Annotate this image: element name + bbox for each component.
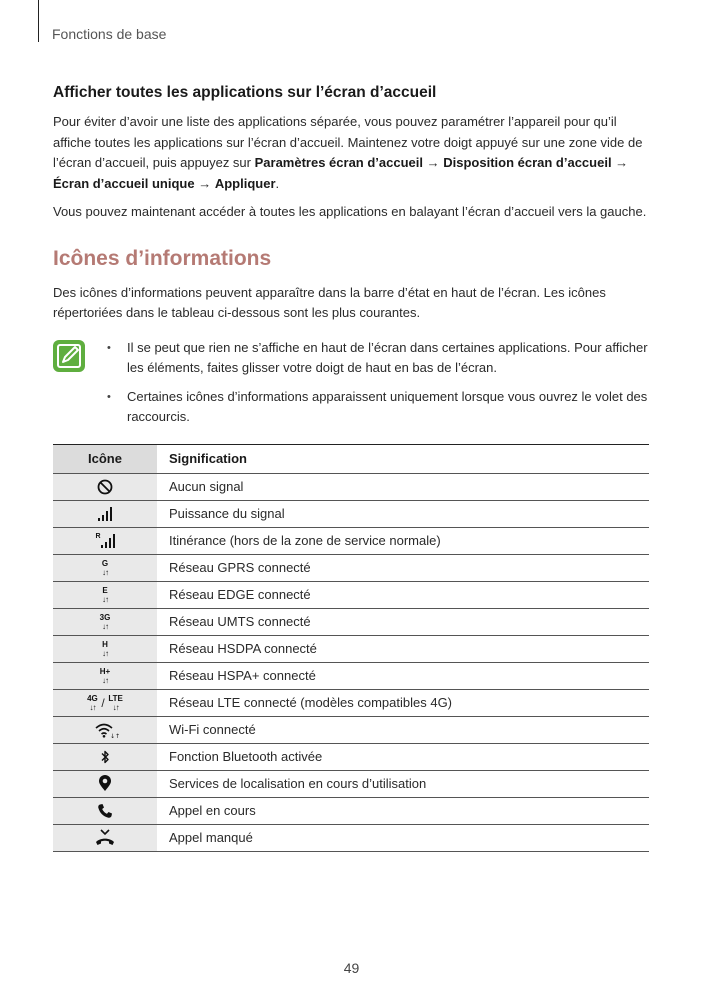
arrow-separator: → bbox=[194, 175, 215, 191]
table-cell-meaning: Réseau GPRS connecté bbox=[157, 554, 649, 581]
table-row bbox=[53, 635, 649, 662]
page-content bbox=[53, 84, 649, 852]
table-row bbox=[53, 797, 649, 824]
table-row bbox=[53, 500, 649, 527]
table-cell-meaning: Fonction Bluetooth activée bbox=[157, 743, 649, 770]
bluetooth-icon bbox=[99, 749, 111, 765]
header-section-label: Fonctions de base bbox=[52, 26, 167, 42]
note-pencil-icon bbox=[53, 340, 85, 372]
table-header-icon: Icône bbox=[53, 444, 157, 473]
signal-strength-icon bbox=[97, 506, 113, 522]
wifi-icon bbox=[94, 722, 121, 740]
header-side-rule bbox=[38, 0, 39, 42]
table-row bbox=[53, 527, 649, 554]
note-list bbox=[105, 338, 649, 436]
location-icon bbox=[98, 775, 112, 792]
table-cell-meaning: Aucun signal bbox=[157, 473, 649, 500]
table-cell-meaning: Réseau LTE connecté (modèles compatibles 4G) bbox=[157, 689, 649, 716]
text-run: . bbox=[275, 175, 280, 191]
menu-path-item: Appliquer bbox=[214, 175, 276, 191]
table-row bbox=[53, 581, 649, 608]
table-cell-meaning: Appel manqué bbox=[157, 824, 649, 851]
umts-icon: 3G ↓↑ bbox=[99, 612, 111, 631]
gprs-icon: G ↓↑ bbox=[101, 558, 109, 577]
paragraph-all-apps-home bbox=[53, 112, 649, 194]
status-icons-table bbox=[53, 444, 649, 852]
table-row bbox=[53, 743, 649, 770]
menu-path-item: Écran d’accueil unique bbox=[53, 175, 195, 191]
arrow-separator: → bbox=[423, 155, 444, 170]
table-cell-meaning: Itinérance (hors de la zone de service normale) bbox=[157, 527, 649, 554]
arrow-separator: → bbox=[611, 155, 629, 170]
text-run: Pour éviter d’avoir une liste des applications séparée, vous pouvez paramétrer l’appareil pour qu’il affiche toutes les applications sur l’écran d’accueil. Maintenez votre doigt appuyé sur une zone vide de l’écran d’accueil, puis appuyez sur bbox=[53, 114, 643, 170]
table-row bbox=[53, 554, 649, 581]
table-row bbox=[53, 689, 649, 716]
table-cell-meaning: Puissance du signal bbox=[157, 500, 649, 527]
hspa-plus-icon: H+ ↓↑ bbox=[99, 666, 111, 685]
paragraph-intro: Des icônes d’informations peuvent apparaître dans la barre d’état en haut de l’écran. Les icônes répertoriées dans le tableau ci-dessous sont les plus courantes. bbox=[53, 284, 606, 320]
table-cell-meaning: Réseau UMTS connecté bbox=[157, 608, 649, 635]
section-heading: Afficher toutes les applications sur l’écran d’accueil bbox=[53, 84, 437, 101]
note-block bbox=[53, 338, 649, 436]
no-signal-icon bbox=[97, 479, 113, 495]
note-item: • Certaines icônes d’informations apparaissent uniquement lorsque vous ouvrez le volet des raccourcis. bbox=[105, 387, 649, 428]
hsdpa-icon: H ↓↑ bbox=[102, 639, 108, 658]
table-cell-meaning: Services de localisation en cours d’utilisation bbox=[157, 770, 649, 797]
table-header-meaning: Signification bbox=[157, 444, 649, 473]
table-row bbox=[53, 824, 649, 851]
table-row bbox=[53, 608, 649, 635]
note-item: • Il se peut que rien ne s’affiche en haut de l’écran dans certaines applications. Pour afficher les éléments, faites glisser votre doigt de haut en bas de l’écran. bbox=[105, 338, 649, 379]
table-cell-meaning: Réseau HSPA+ connecté bbox=[157, 662, 649, 689]
missed-call-icon bbox=[95, 829, 115, 847]
table-row bbox=[53, 662, 649, 689]
table-cell-meaning: Wi-Fi connecté bbox=[157, 716, 649, 743]
table-cell-meaning: Réseau HSDPA connecté bbox=[157, 635, 649, 662]
paragraph-swipe: Vous pouvez maintenant accéder à toutes les applications en balayant l’écran d’accueil vers la gauche. bbox=[53, 204, 647, 219]
table-row bbox=[53, 770, 649, 797]
lte-icon: 4G ↓↑ / LTE ↓↑ bbox=[87, 693, 123, 712]
table-cell-meaning: Réseau EDGE connecté bbox=[157, 581, 649, 608]
table-row bbox=[53, 473, 649, 500]
section-title: Icônes d’informations bbox=[53, 246, 272, 270]
roaming-icon: R bbox=[95, 532, 114, 549]
menu-path-item: Paramètres écran d’accueil bbox=[254, 155, 423, 170]
page-number: 49 bbox=[343, 960, 360, 976]
edge-icon: E ↓↑ bbox=[102, 585, 108, 604]
table-header-row bbox=[53, 444, 649, 473]
call-icon bbox=[97, 803, 113, 819]
table-cell-meaning: Appel en cours bbox=[157, 797, 649, 824]
table-row bbox=[53, 716, 649, 743]
svg-text:↓↑: ↓↑ bbox=[110, 732, 121, 740]
menu-path-item: Disposition écran d’accueil bbox=[443, 155, 612, 170]
